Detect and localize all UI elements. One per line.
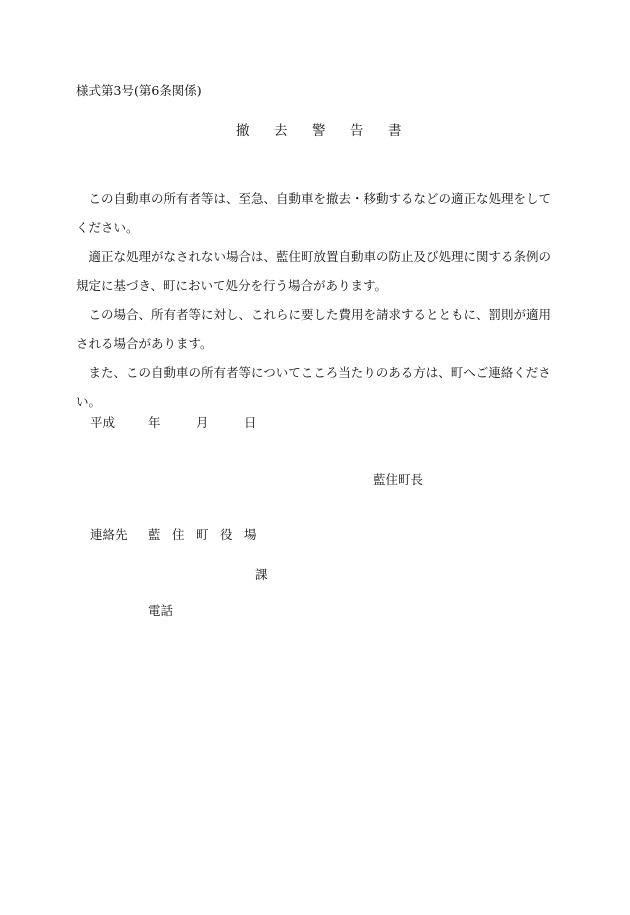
title-char: 書 [388,123,402,139]
issue-date [90,417,257,430]
title-char: 告 [350,123,364,139]
contact-label: 連絡先 [90,527,128,542]
office-char: 町 [196,527,209,542]
office-char: 役 [220,527,233,542]
notice-body [76,184,556,416]
date-day-label: 日 [244,415,257,430]
phone-label: 電話 [148,603,174,618]
title-char: 警 [312,123,326,139]
contact-info [90,529,257,542]
title-char: 去 [274,123,288,139]
form-number: 様式第3号(第6条関係) [76,83,202,98]
office-char: 場 [244,527,257,542]
notice-paragraph: 適正な処理がなされない場合は、藍住町放置自動車の防止及び処理に関する条例の規定に基づき、町において処分を行う場合があります。 [76,249,552,293]
issuer-name: 藍住町長 [373,472,424,487]
office-char: 住 [172,527,185,542]
title-char: 撤 [236,123,250,139]
document-title [236,125,402,139]
office-char: 藍 [148,527,161,542]
notice-paragraph: この自動車の所有者等は、至急、自動車を撤去・移動するなどの適正な処理をしてください。 [76,191,552,235]
notice-paragraph: また、この自動車の所有者等についてこころ当たりのある方は、町へご連絡ください。 [76,365,551,409]
notice-paragraph: この場合、所有者等に対し、これらに要した費用を請求するとともに、罰則が適用される場合があります。 [76,307,552,351]
date-era: 平成 [90,415,116,430]
section-label: 課 [255,567,268,582]
date-month-label: 月 [196,415,209,430]
date-year-label: 年 [148,415,161,430]
